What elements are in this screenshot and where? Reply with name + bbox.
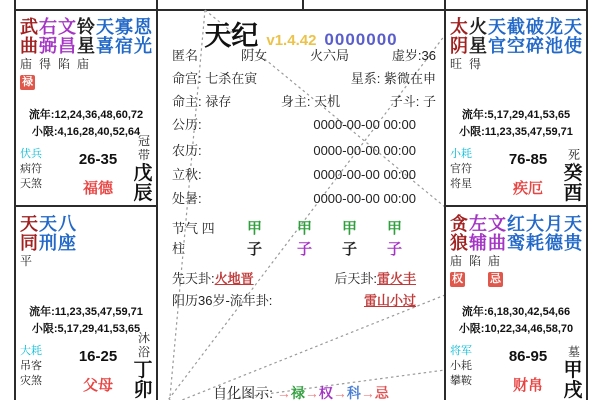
solar-date-label: 公历: [172, 117, 202, 132]
star-char: 鸾 [507, 233, 525, 253]
pillar-stem-2: 甲 [342, 220, 358, 237]
solar-date-row [158, 117, 444, 133]
star-char: 耗 [526, 233, 544, 253]
stage-char: 墓 [567, 345, 580, 359]
stage-char: 浴 [137, 345, 150, 359]
god-name: 小耗 [450, 148, 472, 160]
sihua-badge-权: 权 [452, 273, 463, 285]
liqiu-value: 0000-00-00 00:00 [313, 167, 416, 182]
star-寡宿 [115, 18, 134, 90]
decade-range: 76-85 [508, 151, 548, 168]
god-name: 攀鞍 [450, 375, 472, 387]
star-武曲 [20, 18, 39, 90]
ganzhi-label [133, 361, 153, 400]
ganzhi-label [563, 361, 583, 400]
decade-range: 26-35 [78, 151, 118, 168]
minggong-row [158, 71, 444, 87]
star-char: 贵 [564, 233, 582, 253]
god-name: 伏兵 [20, 148, 42, 160]
chushu-row [158, 191, 444, 207]
star-char: 右 [39, 17, 57, 37]
god-name: 官符 [450, 163, 472, 175]
star-row [450, 215, 583, 287]
star-char: 曲 [20, 36, 38, 56]
app-version: v1.4.42 [266, 32, 317, 49]
pillar-stem-3: 甲 [387, 220, 403, 237]
brightness-label: 庙 [77, 57, 90, 71]
sihua-item-禄: 禄 [290, 385, 305, 400]
xiaoxian-ages: 小限:5,17,29,41,53,65 [31, 323, 141, 335]
star-char: 曲 [488, 233, 506, 253]
star-char: 碎 [526, 36, 544, 56]
star-char: 天 [488, 17, 506, 37]
star-大耗 [526, 215, 545, 287]
star-char: 天 [39, 214, 57, 234]
changsheng-stage [568, 115, 580, 162]
star-天使 [564, 18, 583, 71]
star-char: 破 [526, 17, 544, 37]
star-恩光 [134, 18, 153, 90]
star-太阴 [450, 18, 469, 71]
lunar-date-label: 农历: [172, 143, 202, 158]
star-char: 座 [58, 233, 76, 253]
wuxing-bureau: 火六局 [309, 48, 349, 63]
grid-divider-right [444, 205, 588, 207]
palace-fumu[interactable] [17, 208, 155, 400]
liunian-ages: 流年:6,18,30,42,54,66 [461, 306, 571, 318]
star-char: 铃 [77, 17, 95, 37]
sihua-badge-忌: 忌 [490, 273, 501, 285]
liunian-gua-label: 阳历36岁-流年卦: [172, 293, 273, 308]
app-title: 天纪 [204, 21, 259, 51]
star-火星 [469, 18, 488, 71]
sihua-item-权: 权 [318, 385, 333, 400]
star-char: 红 [507, 214, 525, 234]
pre-heaven-gua: 先天卦:火地晋 [172, 271, 254, 286]
god-name: 天煞 [20, 178, 42, 190]
star-char: 文 [58, 17, 76, 37]
decade-range: 86-95 [508, 348, 548, 365]
star-破碎 [526, 18, 545, 71]
basic-info-row [158, 48, 444, 64]
sihua-legend [158, 383, 444, 400]
star-char: 太 [450, 17, 468, 37]
star-文昌 [58, 18, 77, 90]
liunian-ages: 流年:5,17,29,41,53,65 [461, 109, 571, 121]
star-贪狼 [450, 215, 469, 287]
solar-date-value[interactable]: 0000-00-00 00:00 [313, 117, 416, 132]
palace-fude[interactable] [17, 11, 155, 205]
mingzhu-row [158, 94, 444, 110]
star-char: 德 [545, 233, 563, 253]
gender-yinyang: 阴女 [240, 48, 267, 63]
star-红鸾 [507, 215, 526, 287]
liunian-ages: 流年:12,24,36,48,60,72 [28, 109, 144, 121]
star-char: 辅 [469, 233, 487, 253]
changsheng-stage [568, 312, 580, 359]
star-row [20, 215, 77, 268]
star-char: 阴 [450, 36, 468, 56]
lunar-date-value[interactable]: 0000-00-00 00:00 [313, 143, 416, 158]
stage-char: 带 [137, 148, 150, 162]
star-char: 截 [507, 17, 525, 37]
changsheng-stage [138, 312, 150, 359]
palace-name: 父母 [82, 377, 113, 394]
post-heaven-gua-link[interactable]: 雷火丰 [376, 271, 416, 286]
liunian-ages: 流年:11,23,35,47,59,71 [29, 306, 143, 318]
star-char: 弼 [39, 36, 57, 56]
pillar-branch-1: 子 [297, 241, 313, 258]
star-char: 八 [58, 214, 76, 234]
star-天刑 [39, 215, 58, 268]
god-name: 大耗 [20, 345, 42, 357]
brightness-label: 陷 [58, 57, 71, 71]
star-char: 星 [469, 36, 487, 56]
pillar-branch-3: 子 [387, 241, 403, 258]
pillar-branch-0: 子 [247, 241, 263, 258]
star-char: 天 [96, 17, 114, 37]
sihua-item-忌: 忌 [374, 385, 389, 400]
star-char: 使 [564, 36, 582, 56]
palace-name: 财帛 [512, 377, 543, 394]
liqiu-row [158, 167, 444, 183]
star-char: 龙 [545, 17, 563, 37]
ganzhi-char: 辰 [133, 183, 153, 204]
star-铃星 [77, 18, 96, 90]
palace-jie[interactable] [447, 11, 585, 205]
grid-divider-left [14, 205, 158, 207]
brightness-label: 得 [39, 57, 52, 71]
pillar-branch-2: 子 [342, 241, 358, 258]
star-char: 左 [469, 214, 487, 234]
sihua-arrow: → [332, 385, 347, 400]
chushu-value: 0000-00-00 00:00 [313, 191, 416, 206]
star-左辅 [469, 215, 488, 287]
star-char: 大 [526, 214, 544, 234]
star-char: 天 [20, 214, 38, 234]
star-char: 武 [20, 17, 38, 37]
star-char: 月 [545, 214, 563, 234]
brightness-label: 得 [469, 57, 482, 71]
brightness-label: 陷 [469, 254, 482, 268]
center-panel [158, 11, 444, 400]
star-char: 池 [545, 36, 563, 56]
person-name: 匿名 [172, 48, 199, 63]
serial-number[interactable]: 0000000 [324, 30, 398, 49]
sihua-legend-label: 自化图示: [213, 385, 273, 400]
star-char: 刑 [39, 233, 57, 253]
pre-heaven-gua-link[interactable]: 火地晋 [214, 271, 254, 286]
star-文曲 [488, 215, 507, 287]
ganzhi-char: 癸 [563, 163, 583, 184]
star-char: 寡 [115, 17, 133, 37]
sihua-item-科: 科 [346, 385, 361, 400]
liunian-gua-link[interactable]: 雷山小过 [363, 293, 416, 308]
stage-char: 冠 [137, 134, 150, 148]
star-char: 喜 [96, 36, 114, 56]
liunian-gua-row [158, 293, 444, 309]
god-name: 灾煞 [20, 375, 42, 387]
star-char: 火 [469, 17, 487, 37]
xiaoxian-ages: 小限:10,22,34,46,58,70 [458, 323, 574, 335]
ganzhi-char: 戊 [133, 163, 153, 184]
changsheng-stage [138, 115, 150, 162]
star-char: 同 [20, 233, 38, 253]
palace-name: 疾厄 [512, 180, 543, 197]
star-system: 星系: 紫微在申 [350, 71, 436, 86]
ganzhi-char: 丁 [133, 360, 153, 381]
ganzhi-char: 卯 [133, 380, 153, 400]
star-row [450, 18, 583, 71]
stage-char: 死 [567, 148, 580, 162]
sihua-badge-禄: 禄 [22, 76, 33, 88]
god-name: 病符 [20, 163, 42, 175]
star-龙池 [545, 18, 564, 71]
lunar-date-row [158, 143, 444, 159]
star-月德 [545, 215, 564, 287]
ganzhi-char: 酉 [563, 183, 583, 204]
brightness-label: 旺 [450, 57, 463, 71]
post-heaven-gua: 后天卦:雷火丰 [334, 271, 416, 286]
star-八座 [58, 215, 77, 268]
brightness-label: 庙 [488, 254, 501, 268]
pillar-stem-0: 甲 [247, 220, 263, 237]
palace-name: 福德 [82, 180, 113, 197]
palace-caibo[interactable] [447, 208, 585, 400]
ganzhi-char: 戌 [563, 380, 583, 400]
four-pillars-label: 节气 四 柱 [172, 221, 215, 256]
star-char: 天 [564, 17, 582, 37]
star-char: 文 [488, 214, 506, 234]
star-char: 昌 [58, 36, 76, 56]
god-name: 将星 [450, 178, 472, 190]
ganzhi-label [563, 164, 583, 204]
liqiu-label: 立秋: [172, 167, 202, 182]
god-name: 吊客 [20, 360, 42, 372]
sihua-arrow: → [360, 385, 375, 400]
star-char: 星 [77, 36, 95, 56]
brightness-label: 庙 [450, 254, 463, 268]
ganzhi-label [133, 164, 153, 204]
xiaoxian-ages: 小限:4,16,28,40,52,64 [31, 126, 141, 138]
star-天喜 [96, 18, 115, 90]
ming-lord: 命主: 禄存 [172, 94, 232, 109]
pillar-stem-1: 甲 [297, 220, 313, 237]
star-char: 天 [564, 214, 582, 234]
star-char: 光 [134, 36, 152, 56]
zidou: 子斗: 子 [389, 94, 436, 109]
xiaoxian-ages: 小限:11,23,35,47,59,71 [459, 126, 573, 138]
brightness-label: 庙 [20, 57, 33, 71]
star-char: 官 [488, 36, 506, 56]
sihua-arrow: → [276, 385, 291, 400]
god-name: 将军 [450, 345, 472, 357]
star-右弼 [39, 18, 58, 90]
brightness-label: 平 [20, 254, 33, 268]
body-lord: 身主: 天机 [280, 94, 341, 109]
star-天官 [488, 18, 507, 71]
stage-char: 沐 [137, 331, 150, 345]
chushu-label: 处暑: [172, 191, 202, 206]
star-row [20, 18, 153, 90]
star-天贵 [564, 215, 583, 287]
star-char: 贪 [450, 214, 468, 234]
ganzhi-char: 甲 [563, 360, 583, 381]
star-截空 [507, 18, 526, 71]
gua-row [158, 271, 444, 287]
star-char: 宿 [115, 36, 133, 56]
sihua-arrow: → [304, 385, 319, 400]
star-char: 狼 [450, 233, 468, 253]
god-name: 小耗 [450, 360, 472, 372]
decade-range: 16-25 [78, 348, 118, 365]
star-char: 空 [507, 36, 525, 56]
star-char: 恩 [134, 17, 152, 37]
nominal-age: 虚岁:36 [391, 48, 436, 63]
ming-palace: 命宫: 七杀在寅 [172, 71, 258, 86]
star-天同 [20, 215, 39, 268]
